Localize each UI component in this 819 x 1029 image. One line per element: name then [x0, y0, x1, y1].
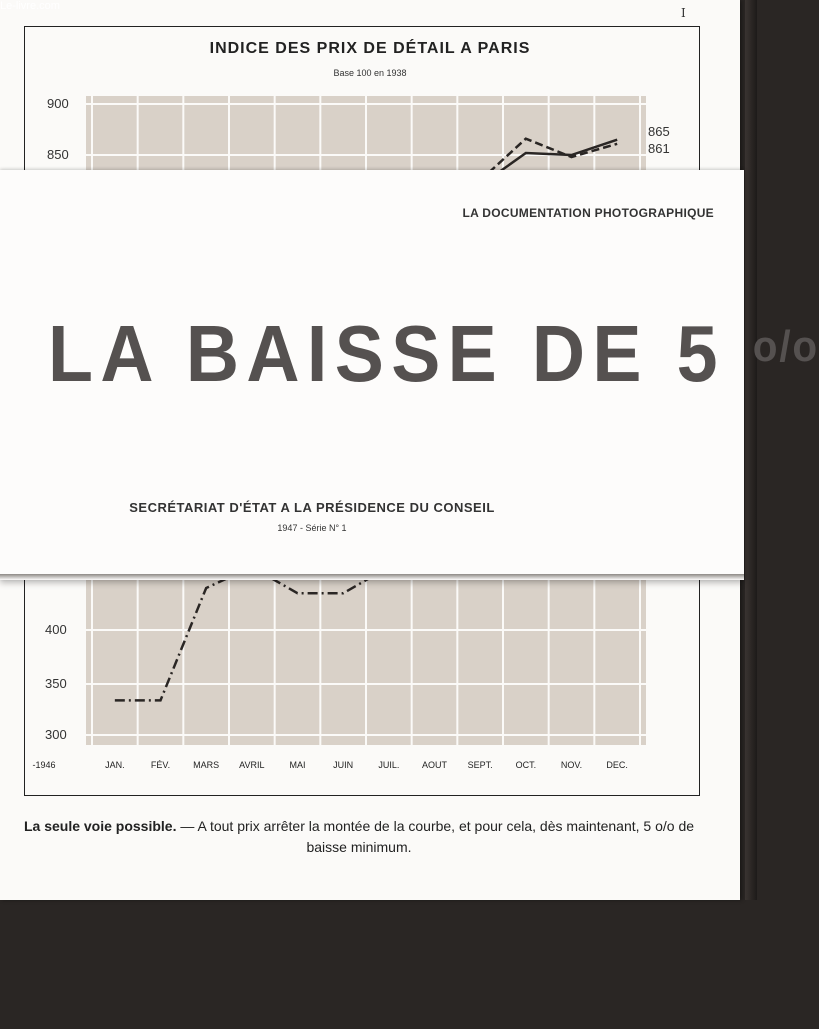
y-tick-label-900: 900: [47, 96, 69, 111]
x-tick-label: FÉV.: [150, 760, 171, 770]
y-tick-label-850: 850: [47, 147, 69, 162]
y-tick-label-300: 300: [45, 727, 67, 742]
headline: [48, 302, 819, 399]
headline-text: LA BAISSE DE 5: [48, 309, 725, 398]
publisher-label: LA DOCUMENTATION PHOTOGRAPHIQUE: [462, 206, 714, 220]
caption-bold: La seule voie possible.: [23, 818, 177, 834]
x-tick-label: AOUT: [421, 760, 448, 770]
x-tick-label: SEPT.: [467, 760, 493, 770]
x-tick-label: JAN.: [105, 760, 125, 770]
watermark: Le-livre.com: [0, 0, 60, 12]
card-shadow: [0, 574, 744, 580]
series-label: 1947 - Série N° 1: [277, 523, 347, 533]
x-tick-label: OCT.: [515, 760, 537, 770]
x-tick-label: JUIN: [333, 760, 354, 770]
year-label: -1946: [32, 760, 56, 770]
page-number: I: [681, 6, 686, 20]
percent-symbol: o/o: [752, 322, 819, 371]
x-tick-label: MARS: [193, 760, 220, 770]
end-label-865: 865: [648, 124, 670, 139]
x-tick-label: DEC.: [606, 760, 628, 770]
photo-edge: [745, 0, 757, 900]
end-label-861: 861: [648, 141, 670, 156]
y-tick-label-400: 400: [45, 622, 67, 637]
caption-text: — A tout prix arrêter la montée de la courbe, et pour cela, dès maintenant, 5 o/o de baisse minimum.: [176, 818, 695, 855]
y-tick-label-350: 350: [45, 676, 67, 691]
chart-subtitle: Base 100 en 1938: [333, 68, 407, 78]
chart-title: INDICE DES PRIX DE DÉTAIL A PARIS: [209, 40, 531, 57]
x-tick-label: JUIL.: [378, 760, 400, 770]
caption: [14, 816, 704, 858]
title-card: [0, 170, 819, 580]
issuer-label: SECRÉTARIAT D'ÉTAT A LA PRÉSIDENCE DU CONSEIL: [129, 500, 495, 515]
x-tick-label: MAI: [289, 760, 306, 770]
x-tick-label: NOV.: [560, 760, 583, 770]
x-tick-label: AVRIL: [239, 760, 265, 770]
